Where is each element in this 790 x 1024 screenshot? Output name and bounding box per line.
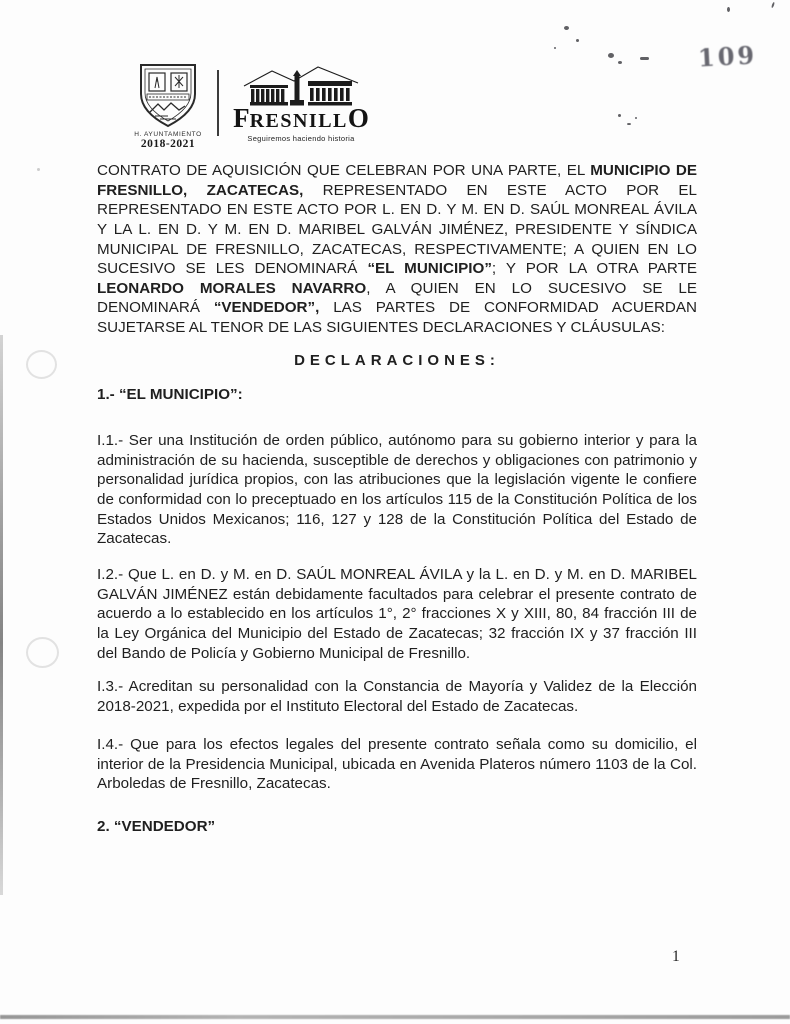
scan-edge-bottom bbox=[0, 1015, 790, 1019]
declaraciones-heading: DECLARACIONES: bbox=[294, 352, 500, 369]
ink-speck bbox=[635, 117, 637, 119]
fresnillo-logo bbox=[230, 64, 372, 143]
section-2-heading: 2. “VENDEDOR” bbox=[97, 818, 216, 835]
fresnillo-wordmark: FRESNILLO bbox=[233, 103, 369, 133]
clause-i2: I.2.- Que L. en D. y M. en D. SAÚL MONREAL ÁVILA y la L. en D. y M. en D. MARIBEL GALVÁN JIMÉNEZ están debidamente facultados para celebrar el presente contrato de acuerdo a lo establecido en los artículos 1°, 2° fracciones X y XIII, 80, 84 fracción III de la Ley Orgánica del Municipio del Estado de Zacatecas; 32 fracción IX y 37 fracción III del Bando de Policía y Gobierno Municipal de Fresnillo. bbox=[97, 566, 697, 662]
ink-speck bbox=[37, 168, 40, 171]
logo-divider bbox=[217, 70, 219, 136]
binder-hole-artifact bbox=[26, 350, 57, 379]
ink-speck bbox=[564, 26, 569, 30]
clause-i1: I.1.- Ser una Institución de orden público, autónomo para su gobierno interior y para la administración de su hacienda, susceptible de derechos y obligaciones con patrimonio y personalidad jurídica propios, con las atribuciones que la legislación vigente le confiere de conformidad con lo preceptuado en los artículos 115 de la Constitución Política de los Estados Unidos Mexicanos; 116, 127 y 128 de la Constitución Política del Estado de Zacatecas. bbox=[97, 432, 697, 548]
coat-of-arms-logo bbox=[130, 60, 206, 150]
coat-of-arms-icon bbox=[135, 60, 201, 130]
binder-hole-artifact bbox=[26, 637, 59, 668]
intro-paragraph: CONTRATO DE AQUISICIÓN QUE CELEBRAN POR UNA PARTE, EL MUNICIPIO DE FRESNILLO, ZACATECAS, REPRESENTADO EN ESTE ACTO POR EL REPRESENTADO EN ESTE ACTO POR L. EN D. Y M. EN D. SAÚL MONREAL ÁVILA Y LA L. EN D. Y M. EN D. MARIBEL GALVÁN JIMÉNEZ, PRESIDENTE Y SÍNDICA MUNICIPAL DE FRESNILLO, ZACATECAS, RESPECTIVAMENTE; A QUIEN EN LO SUCESIVO SE LES DENOMINARÁ “EL MUNICIPIO”; Y POR LA OTRA PARTE LEONARDO MORALES NAVARRO, A QUIEN EN LO SUCESIVO SE LE DENOMINARÁ “VENDEDOR”, LAS PARTES DE CONFORMIDAD ACUERDAN SUJETARSE AL TENOR DE LAS SIGUIENTES DECLARACIONES Y CLÁUSULAS: bbox=[97, 162, 698, 336]
scan-edge-left bbox=[0, 335, 3, 895]
folio-stamp-number: 109 bbox=[697, 40, 758, 73]
ink-speck bbox=[771, 2, 775, 8]
clause-i3: I.3.- Acreditan su personalidad con la Constancia de Mayoría y Validez de la Elección 2018-2021, expedida por el Instituto Electoral del Estado de Zacatecas. bbox=[97, 678, 697, 715]
coat-of-arms-caption: H. AYUNTAMIENTO bbox=[134, 131, 202, 138]
section-1-heading: 1.- “EL MUNICIPIO”: bbox=[97, 386, 243, 403]
coat-of-arms-years: 2018-2021 bbox=[140, 138, 196, 150]
page-number: 1 bbox=[672, 948, 680, 965]
ink-speck bbox=[554, 47, 556, 49]
fresnillo-tagline: Seguiremos haciendo historia bbox=[247, 134, 355, 143]
ink-speck bbox=[727, 7, 730, 12]
ink-speck bbox=[618, 114, 621, 117]
ink-speck bbox=[627, 123, 631, 125]
ink-speck bbox=[618, 61, 622, 64]
clause-i4: I.4.- Que para los efectos legales del presente contrato señala como su domicilio, el interior de la Presidencia Municipal, ubicada en Avenida Plateros número 1103 de la Col. Arboledas de Fresnillo, Zacatecas. bbox=[97, 736, 697, 793]
fresnillo-skyline-icon bbox=[242, 64, 360, 108]
ink-speck bbox=[608, 53, 614, 58]
ink-speck bbox=[576, 39, 579, 42]
ink-speck bbox=[640, 57, 649, 60]
